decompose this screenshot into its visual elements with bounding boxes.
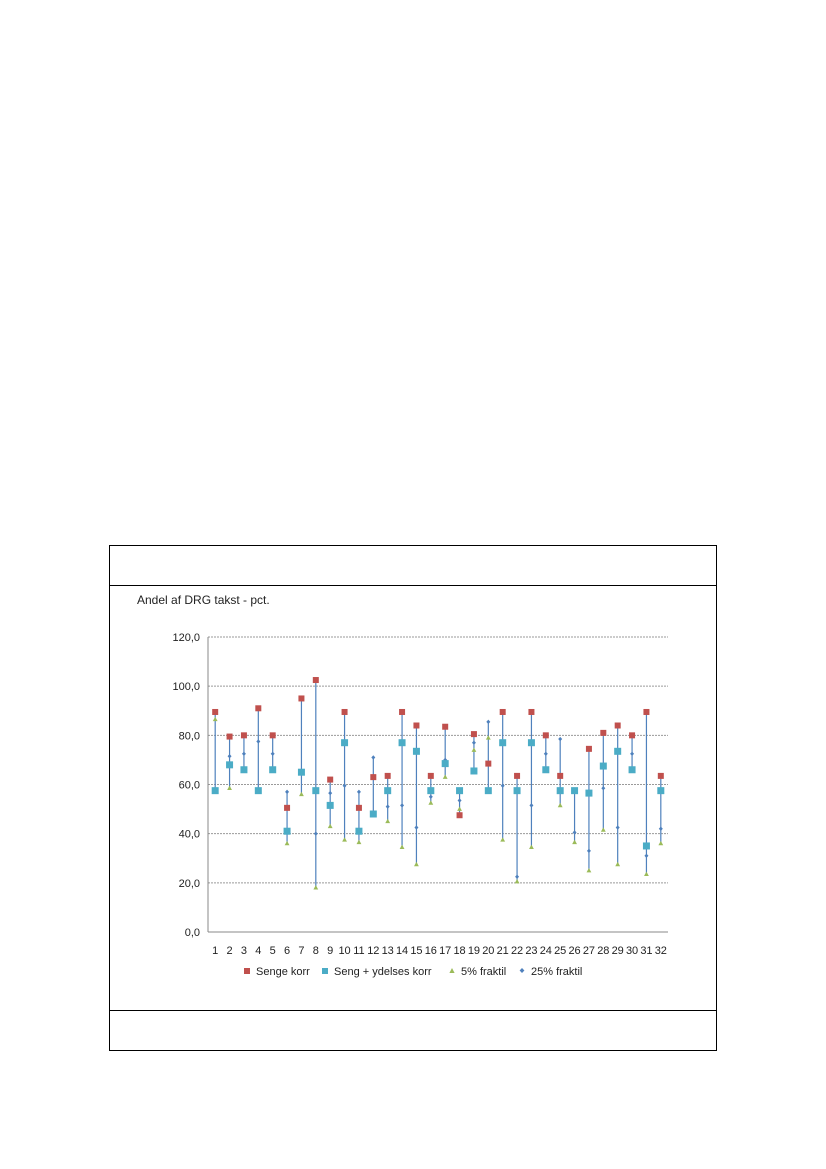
point-senge-korr <box>586 746 592 752</box>
point-seng-ydelses-korr <box>442 760 449 767</box>
chart-title: Andel af DRG takst - pct. <box>137 593 270 607</box>
point-senge-korr <box>370 774 376 780</box>
point-25pct-fraktil <box>414 825 418 829</box>
y-tick-label: 20,0 <box>178 877 200 890</box>
point-seng-ydelses-korr <box>240 766 247 773</box>
x-tick-label: 24 <box>539 945 552 957</box>
x-tick-label: 13 <box>381 945 394 957</box>
point-5pct-fraktil <box>385 819 390 823</box>
point-5pct-fraktil <box>587 868 592 872</box>
point-seng-ydelses-korr <box>499 739 506 746</box>
point-5pct-fraktil <box>572 840 577 844</box>
point-5pct-fraktil <box>457 806 462 810</box>
x-tick-label: 11 <box>353 945 365 957</box>
x-tick-label: 30 <box>625 945 639 957</box>
point-senge-korr <box>543 732 549 738</box>
x-tick-label: 26 <box>568 945 581 957</box>
point-25pct-fraktil <box>515 874 519 878</box>
point-seng-ydelses-korr <box>269 766 276 773</box>
point-25pct-fraktil <box>429 795 433 799</box>
point-25pct-fraktil <box>256 739 260 743</box>
x-tick-label: 12 <box>367 945 380 957</box>
x-tick-label: 21 <box>496 945 509 957</box>
point-25pct-fraktil <box>242 752 246 756</box>
point-25pct-fraktil <box>486 720 490 724</box>
point-seng-ydelses-korr <box>413 748 420 755</box>
x-tick-label: 9 <box>327 945 334 957</box>
point-seng-ydelses-korr <box>298 769 305 776</box>
point-seng-ydelses-korr <box>384 787 391 794</box>
legend-label: Senge korr <box>256 966 310 978</box>
point-senge-korr <box>557 773 563 779</box>
point-senge-korr <box>457 812 463 818</box>
point-25pct-fraktil <box>285 790 289 794</box>
point-5pct-fraktil <box>558 803 563 807</box>
legend-label: Seng + ydelses korr <box>334 966 432 978</box>
y-axis-ticks <box>172 632 200 939</box>
y-tick-label: 100,0 <box>172 681 200 694</box>
x-tick-label: 14 <box>395 945 409 957</box>
x-tick-label: 23 <box>525 945 538 957</box>
point-25pct-fraktil <box>271 752 275 756</box>
x-tick-label: 29 <box>611 945 624 957</box>
point-senge-korr <box>342 709 348 715</box>
point-5pct-fraktil <box>342 837 347 841</box>
point-seng-ydelses-korr <box>557 787 564 794</box>
point-5pct-fraktil <box>285 841 290 845</box>
y-tick-label: 80,0 <box>178 730 200 743</box>
point-seng-ydelses-korr <box>399 739 406 746</box>
x-tick-label: 27 <box>582 945 596 957</box>
point-senge-korr <box>658 773 664 779</box>
point-seng-ydelses-korr <box>255 787 262 794</box>
legend-marker <box>322 968 328 974</box>
point-5pct-fraktil <box>357 840 362 844</box>
point-5pct-fraktil <box>500 837 505 841</box>
point-5pct-fraktil <box>313 885 318 889</box>
point-seng-ydelses-korr <box>341 739 348 746</box>
point-seng-ydelses-korr <box>427 787 434 794</box>
point-senge-korr <box>284 805 290 811</box>
x-tick-label: 5 <box>269 945 276 957</box>
point-senge-korr <box>356 805 362 811</box>
point-seng-ydelses-korr <box>470 767 477 774</box>
point-25pct-fraktil <box>314 831 318 835</box>
point-25pct-fraktil <box>558 737 562 741</box>
data-markers <box>212 677 665 890</box>
legend-marker <box>449 968 454 973</box>
point-25pct-fraktil <box>357 790 361 794</box>
point-25pct-fraktil <box>529 803 533 807</box>
x-tick-label: 6 <box>284 945 291 957</box>
point-senge-korr <box>313 677 319 683</box>
point-senge-korr <box>413 723 419 729</box>
point-seng-ydelses-korr <box>355 828 362 835</box>
point-5pct-fraktil <box>644 872 649 876</box>
point-25pct-fraktil <box>228 754 232 758</box>
point-seng-ydelses-korr <box>528 739 535 746</box>
point-senge-korr <box>500 709 506 715</box>
point-seng-ydelses-korr <box>226 761 233 768</box>
legend-label: 25% fraktil <box>531 966 583 978</box>
x-tick-label: 25 <box>554 945 567 957</box>
point-seng-ydelses-korr <box>657 787 664 794</box>
point-25pct-fraktil <box>644 854 648 858</box>
point-senge-korr <box>241 732 247 738</box>
point-senge-korr <box>298 695 304 701</box>
point-seng-ydelses-korr <box>514 787 521 794</box>
point-senge-korr <box>471 731 477 737</box>
x-tick-label: 16 <box>424 945 437 957</box>
point-seng-ydelses-korr <box>456 787 463 794</box>
y-tick-label: 40,0 <box>178 828 200 841</box>
point-25pct-fraktil <box>328 791 332 795</box>
point-seng-ydelses-korr <box>614 748 621 755</box>
x-tick-label: 3 <box>240 945 247 957</box>
point-25pct-fraktil <box>400 803 404 807</box>
point-25pct-fraktil <box>472 741 476 745</box>
x-tick-label: 17 <box>439 945 452 957</box>
x-tick-label: 7 <box>298 945 305 957</box>
point-25pct-fraktil <box>371 755 375 759</box>
x-tick-label: 19 <box>467 945 481 957</box>
point-seng-ydelses-korr <box>212 787 219 794</box>
point-senge-korr <box>629 732 635 738</box>
point-senge-korr <box>514 773 520 779</box>
point-25pct-fraktil <box>501 784 505 788</box>
legend-label: 5% fraktil <box>461 966 507 978</box>
point-5pct-fraktil <box>486 735 491 739</box>
x-tick-label: 31 <box>640 945 653 957</box>
point-senge-korr <box>442 724 448 730</box>
point-seng-ydelses-korr <box>600 763 607 770</box>
point-senge-korr <box>227 734 233 740</box>
point-5pct-fraktil <box>515 879 520 883</box>
point-25pct-fraktil <box>601 786 605 790</box>
point-seng-ydelses-korr <box>327 802 334 809</box>
point-senge-korr <box>327 777 333 783</box>
point-seng-ydelses-korr <box>643 842 650 849</box>
point-5pct-fraktil <box>414 862 419 866</box>
point-5pct-fraktil <box>615 862 620 866</box>
point-seng-ydelses-korr <box>485 787 492 794</box>
grid-layer <box>208 637 668 932</box>
point-25pct-fraktil <box>544 752 548 756</box>
point-senge-korr <box>643 709 649 715</box>
x-tick-label: 18 <box>453 945 466 957</box>
point-seng-ydelses-korr <box>571 787 578 794</box>
point-5pct-fraktil <box>400 845 405 849</box>
x-tick-label: 10 <box>338 945 351 957</box>
point-senge-korr <box>255 705 261 711</box>
point-seng-ydelses-korr <box>542 766 549 773</box>
x-tick-label: 22 <box>510 945 524 957</box>
point-5pct-fraktil <box>213 717 218 721</box>
x-tick-label: 4 <box>255 945 262 957</box>
point-senge-korr <box>428 773 434 779</box>
point-25pct-fraktil <box>458 798 462 802</box>
point-senge-korr <box>399 709 405 715</box>
point-5pct-fraktil <box>443 775 448 779</box>
point-senge-korr <box>385 773 391 779</box>
point-senge-korr <box>528 709 534 715</box>
point-25pct-fraktil <box>616 825 620 829</box>
point-5pct-fraktil <box>529 845 534 849</box>
range-lines <box>215 680 661 888</box>
point-5pct-fraktil <box>328 824 333 828</box>
x-tick-label: 32 <box>654 945 667 957</box>
y-tick-label: 60,0 <box>178 779 200 792</box>
legend-marker <box>244 968 250 974</box>
point-senge-korr <box>270 732 276 738</box>
point-seng-ydelses-korr <box>312 787 319 794</box>
point-5pct-fraktil <box>472 747 477 751</box>
point-seng-ydelses-korr <box>370 811 377 818</box>
point-senge-korr <box>600 730 606 736</box>
point-seng-ydelses-korr <box>629 766 636 773</box>
legend-marker <box>520 968 525 973</box>
legend <box>244 966 582 978</box>
point-5pct-fraktil <box>658 841 663 845</box>
point-25pct-fraktil <box>587 849 591 853</box>
x-tick-label: 20 <box>482 945 495 957</box>
x-axis-ticks <box>212 945 667 957</box>
x-tick-label: 8 <box>312 945 319 957</box>
point-5pct-fraktil <box>601 827 606 831</box>
point-25pct-fraktil <box>386 804 390 808</box>
x-tick-label: 28 <box>597 945 610 957</box>
point-5pct-fraktil <box>227 786 232 790</box>
x-tick-label: 15 <box>410 945 423 957</box>
point-seng-ydelses-korr <box>585 790 592 797</box>
point-senge-korr <box>212 709 218 715</box>
point-senge-korr <box>615 723 621 729</box>
point-senge-korr <box>485 761 491 767</box>
point-25pct-fraktil <box>630 752 634 756</box>
point-5pct-fraktil <box>428 800 433 804</box>
x-tick-label: 2 <box>226 945 233 957</box>
y-tick-label: 0,0 <box>184 927 200 939</box>
y-tick-label: 120,0 <box>172 632 200 644</box>
point-5pct-fraktil <box>299 792 304 796</box>
point-seng-ydelses-korr <box>284 828 291 835</box>
point-25pct-fraktil <box>659 827 663 831</box>
x-tick-label: 1 <box>212 945 219 957</box>
